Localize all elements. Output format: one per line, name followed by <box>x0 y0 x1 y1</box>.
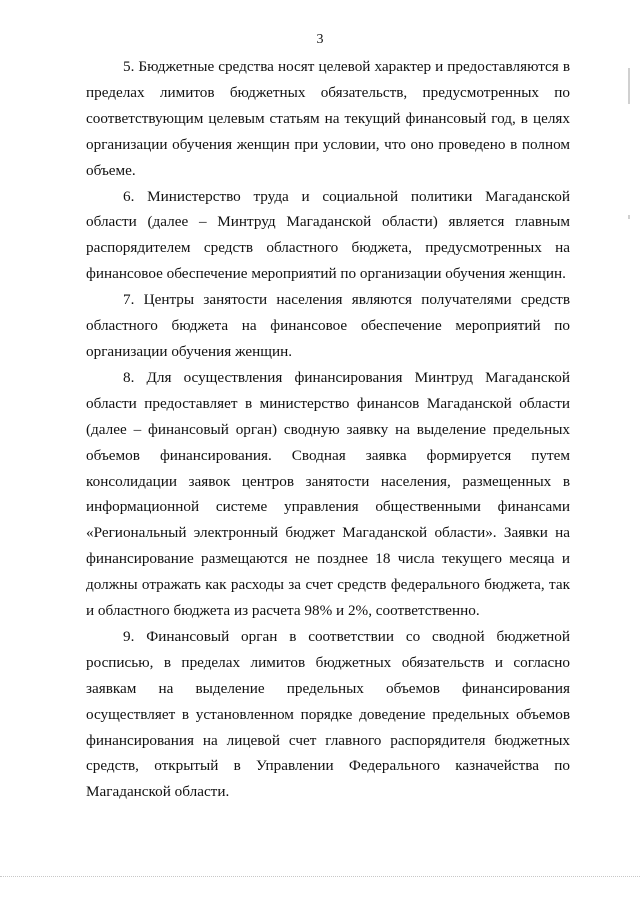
paragraph-8: 8. Для осуществления финансирования Минтруд Магаданской области предоставляет в министерство финансов Магаданской области (далее – финансовый орган) сводную заявку на выделение предельных объемов финансирования. Сводная заявка формируется путем консолидации заявок центров занятости населения, размещенных в информационной системе управления общественными финансами «Региональный электронный бюджет Магаданской области». Заявки на финансирование размещаются не позднее 18 числа текущего месяца и должны отражать как расходы за счет средств федерального бюджета, так и областного бюджета из расчета 98% и 2%, соответственно. <box>86 368 570 620</box>
paragraph-6: 6. Министерство труда и социальной политики Магаданской области (далее – Минтруд Магаданской области) является главным распорядителем средств областного бюджета, предусмотренных на финансовое обеспечение мероприятий по организации обучения женщин. <box>86 187 570 283</box>
page-number: 3 <box>316 32 324 47</box>
paragraph-9: 9. Финансовый орган в соответствии со сводной бюджетной росписью, в пределах лимитов бюджетных обязательств и согласно заявкам на выделение предельных объемов финансирования осуществляет в установленном порядке доведение предельных объемов финансирования на лицевой счет главного распорядителя бюджетных средств, открытый в Управлении Федерального казначейства по Магаданской области. <box>86 627 570 801</box>
paragraph-5: 5. Бюджетные средства носят целевой характер и предоставляются в пределах лимитов бюджетных обязательств, предусмотренных по соответствующим целевым статьям на текущий финансовый год, в целях организации обучения женщин при условии, что оно проведено в полном объеме. <box>86 58 570 179</box>
document-body <box>86 54 570 805</box>
scan-edge-mark <box>628 68 630 104</box>
scan-bottom-line <box>0 876 640 880</box>
paragraph-7: 7. Центры занятости населения являются получателями средств областного бюджета на финансовое обеспечение мероприятий по организации обучения женщин. <box>86 291 570 360</box>
scan-edge-mark <box>628 215 630 219</box>
